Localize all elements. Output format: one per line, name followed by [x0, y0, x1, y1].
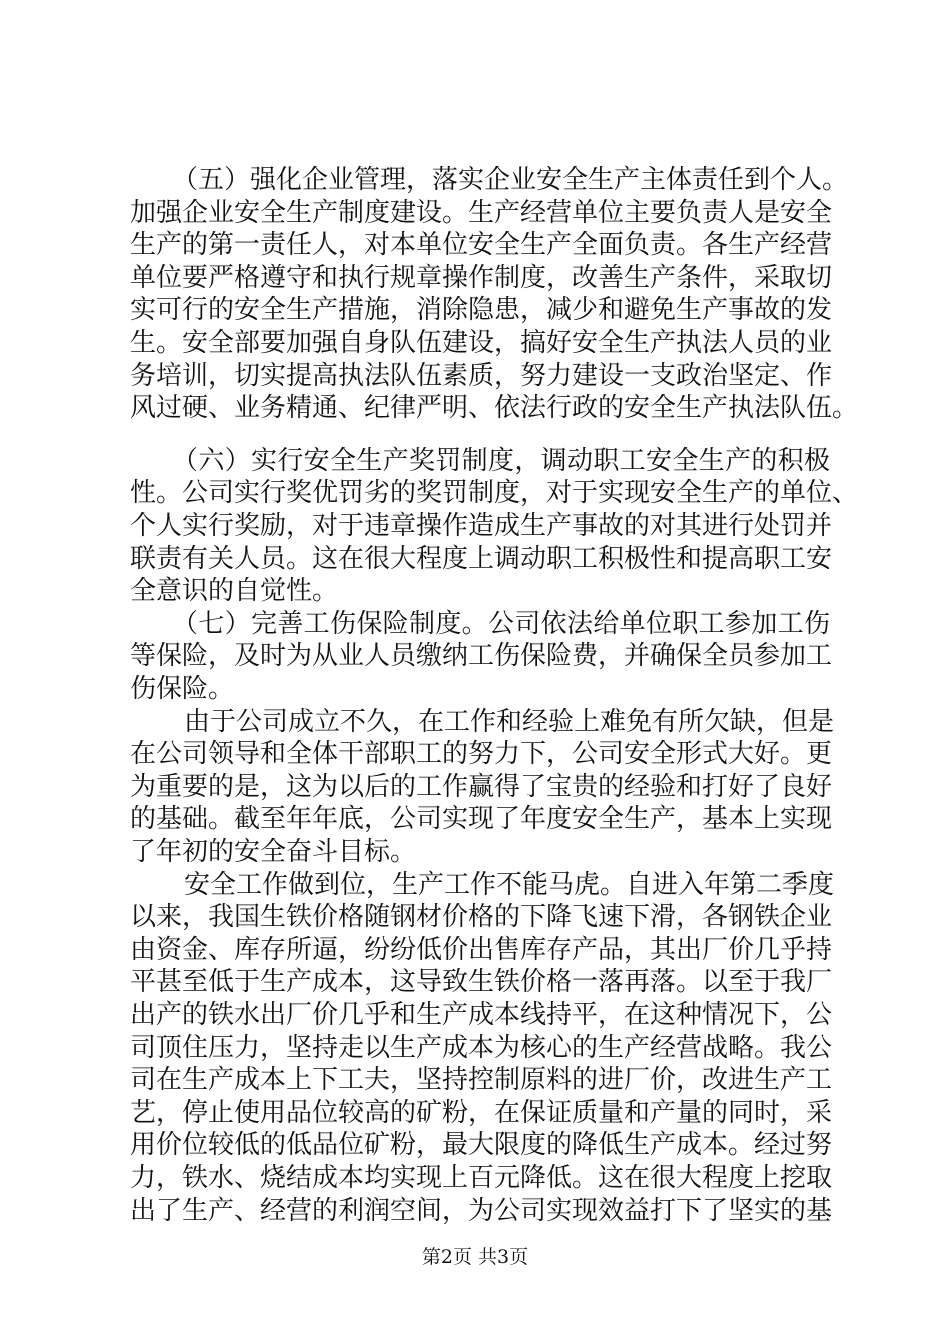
paragraph-9-line-1: 安全工作做到位，生产工作不能马虎。自进入年第二季度 — [184, 870, 835, 900]
paragraph-5-line-8: 风过硬、业务精通、纪律严明、依法行政的安全生产执法队伍。 — [130, 393, 859, 423]
paragraph-9-line-7: 司在生产成本上下工夫，坚持控制原料的进厂价，改进生产工 — [130, 1065, 833, 1095]
paragraph-8-line-3: 为重要的是，这为以后的工作赢得了宝贵的经验和打好了良好 — [130, 772, 833, 802]
paragraph-9-line-5: 出产的铁水出厂价几乎和生产成本线持平，在这种情况下，公 — [130, 1000, 833, 1030]
paragraph-5-line-2: 加强企业安全生产制度建设。生产经营单位主要负责人是安全 — [130, 198, 833, 228]
paragraph-8-line-1: 由于公司成立不久，在工作和经验上难免有所欠缺，但是 — [184, 707, 835, 737]
paragraph-9-line-2: 以来，我国生铁价格随钢材价格的下降飞速下滑，各钢铁企业 — [130, 902, 833, 932]
page-number-footer: 第2页 共3页 — [421, 1246, 529, 1268]
paragraph-7-line-2: 等保险，及时为从业人员缴纳工伤保险费，并确保全员参加工 — [130, 641, 833, 671]
paragraph-9-line-4: 平甚至低于生产成本，这导致生铁价格一落再落。以至于我厂 — [130, 967, 833, 997]
paragraph-5-line-3: 生产的第一责任人，对本单位安全生产全面负责。各生产经营 — [130, 230, 833, 260]
paragraph-5-line-5: 实可行的安全生产措施，消除隐患，减少和避免生产事故的发 — [130, 295, 833, 325]
paragraph-5-line-4: 单位要严格遵守和执行规章操作制度，改善生产条件，采取切 — [130, 263, 833, 293]
paragraph-6-line-5: 全意识的自觉性。 — [130, 576, 339, 606]
paragraph-8-line-4: 的基础。截至年年底，公司实现了年度安全生产，基本上实现 — [130, 804, 833, 834]
paragraph-6-line-2: 性。公司实行奖优罚劣的奖罚制度，对于实现安全生产的单位、 — [130, 478, 859, 508]
paragraph-6-line-4: 联责有关人员。这在很大程度上调动职工积极性和提高职工安 — [130, 544, 833, 574]
paragraph-8-line-5: 了年初的安全奋斗目标。 — [130, 837, 417, 867]
paragraph-9-line-8: 艺，停止使用品位较高的矿粉，在保证质量和产量的同时，采 — [130, 1098, 833, 1128]
paragraph-5-line-7: 务培训，切实提高执法队伍素质，努力建设一支政治坚定、作 — [130, 361, 833, 391]
paragraph-7-line-1: （七）完善工伤保险制度。公司依法给单位职工参加工伤 — [172, 609, 830, 639]
paragraph-9-line-11: 出了生产、经营的利润空间，为公司实现效益打下了坚实的基 — [130, 1196, 833, 1226]
paragraph-9-line-3: 由资金、库存所逼，纷纷低价出售库存产品，其出厂价几乎持 — [130, 935, 833, 965]
paragraph-9-line-10: 力，铁水、烧结成本均实现上百元降低。这在很大程度上挖取 — [130, 1163, 833, 1193]
paragraph-6-line-1: （六）实行安全生产奖罚制度，调动职工安全生产的积极 — [172, 446, 830, 476]
paragraph-9-line-9: 用价位较低的低品位矿粉，最大限度的降低生产成本。经过努 — [130, 1130, 833, 1160]
paragraph-7-line-3: 伤保险。 — [130, 674, 235, 704]
paragraph-8-line-2: 在公司领导和全体干部职工的努力下，公司安全形式大好。更 — [130, 739, 833, 769]
paragraph-9-line-6: 司顶住压力，坚持走以生产成本为核心的生产经营战略。我公 — [130, 1033, 833, 1063]
paragraph-5-line-1: （五）强化企业管理，落实企业安全生产主体责任到个人。 — [172, 165, 849, 195]
paragraph-5-line-6: 生。安全部要加强自身队伍建设，搞好安全生产执法人员的业 — [130, 328, 833, 358]
paragraph-6-line-3: 个人实行奖励，对于违章操作造成生产事故的对其进行处罚并 — [130, 511, 833, 541]
